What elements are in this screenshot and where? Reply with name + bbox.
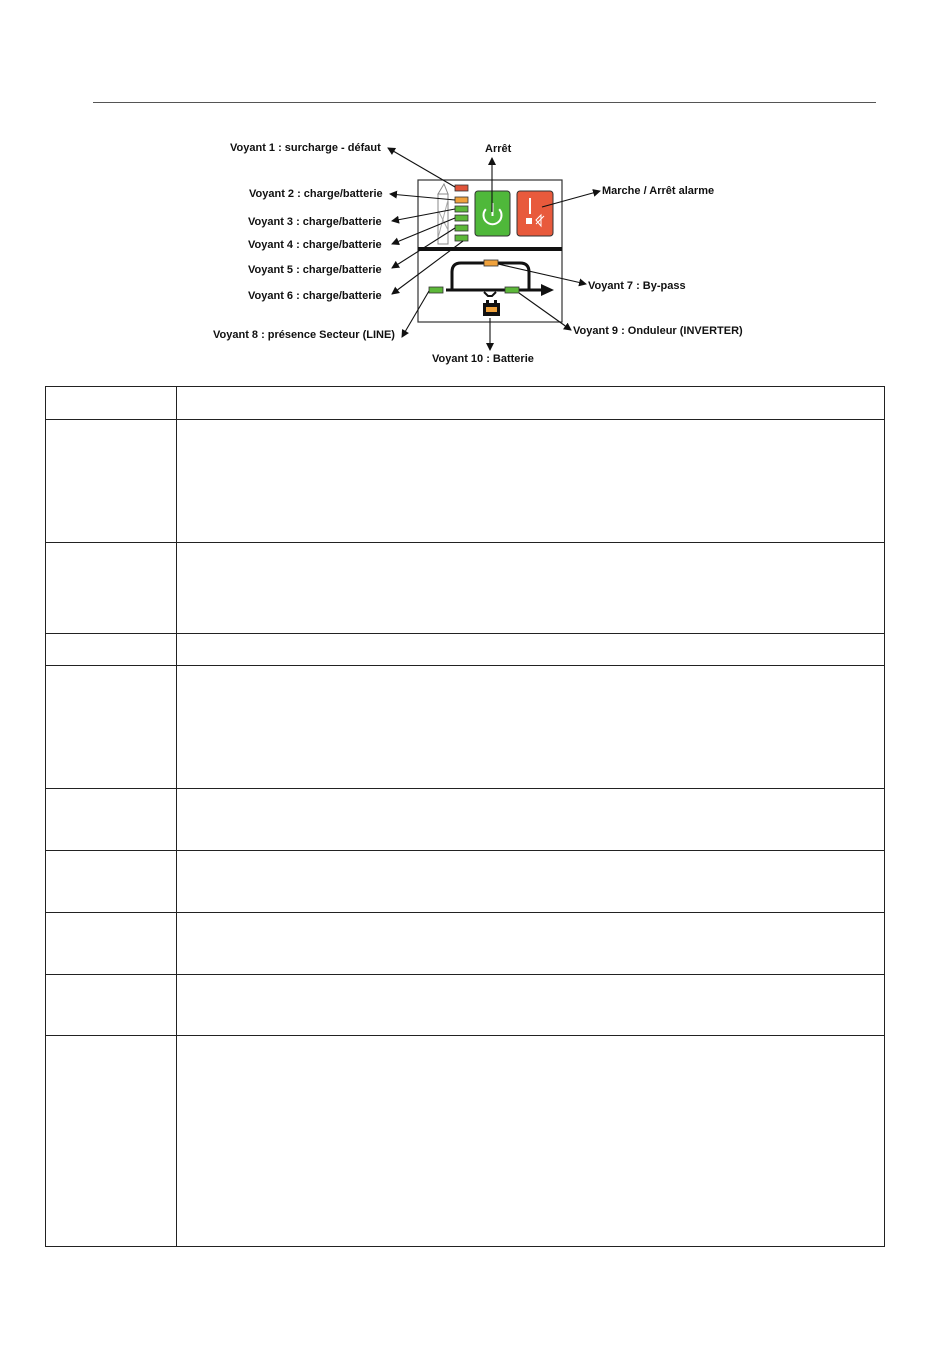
table-cell-label — [46, 789, 177, 851]
table-cell-text — [177, 634, 885, 666]
table-row — [46, 543, 885, 634]
table-cell-text — [177, 851, 885, 913]
table-cell-text — [177, 975, 885, 1036]
table-cell-text — [177, 913, 885, 975]
table-cell-label — [46, 543, 177, 634]
table-cell-text — [177, 543, 885, 634]
table-cell-label — [46, 975, 177, 1036]
label-voyant-4: Voyant 4 : charge/batterie — [248, 239, 382, 251]
label-voyant-7: Voyant 7 : By-pass — [588, 280, 686, 292]
led-9-inverter — [505, 287, 519, 293]
led-1 — [455, 185, 468, 191]
table-cell-text — [177, 420, 885, 543]
label-voyant-10: Voyant 10 : Batterie — [432, 353, 534, 365]
table-cell-label — [46, 420, 177, 543]
table-cell-label — [46, 1036, 177, 1247]
table-row — [46, 666, 885, 789]
table-cell-label — [46, 387, 177, 420]
table-cell-label — [46, 634, 177, 666]
led-2 — [455, 197, 468, 203]
label-voyant-6: Voyant 6 : charge/batterie — [248, 290, 382, 302]
label-voyant-3: Voyant 3 : charge/batterie — [248, 216, 382, 228]
label-arret: Arrêt — [485, 143, 512, 155]
label-marche-arret-alarme: Marche / Arrêt alarme — [602, 185, 715, 197]
table-row — [46, 975, 885, 1036]
led-7-bypass — [484, 260, 498, 266]
led-5 — [455, 225, 468, 231]
label-voyant-1: Voyant 1 : surcharge - défaut — [230, 142, 381, 154]
table-row — [46, 420, 885, 543]
table-cell-label — [46, 666, 177, 789]
table-row — [46, 387, 885, 420]
label-voyant-2: Voyant 2 : charge/batterie — [249, 188, 383, 200]
table-cell-text — [177, 789, 885, 851]
alarm-button[interactable] — [517, 191, 553, 236]
table-row — [46, 1036, 885, 1247]
led-8-line — [429, 287, 443, 293]
label-voyant-9: Voyant 9 : Onduleur (INVERTER) — [573, 325, 743, 337]
ups-panel-diagram — [0, 0, 950, 380]
table-row — [46, 634, 885, 666]
table-cell-label — [46, 913, 177, 975]
table-cell-label — [46, 851, 177, 913]
table-row — [46, 851, 885, 913]
label-voyant-8: Voyant 8 : présence Secteur (LINE) — [213, 329, 395, 341]
led-description-table — [45, 386, 885, 1247]
table-cell-text — [177, 1036, 885, 1247]
table-row — [46, 913, 885, 975]
led-4 — [455, 215, 468, 221]
table-row — [46, 789, 885, 851]
led-6 — [455, 235, 468, 241]
table-cell-text — [177, 666, 885, 789]
led-3 — [455, 206, 468, 212]
table-cell-text — [177, 387, 885, 420]
label-voyant-5: Voyant 5 : charge/batterie — [248, 264, 382, 276]
